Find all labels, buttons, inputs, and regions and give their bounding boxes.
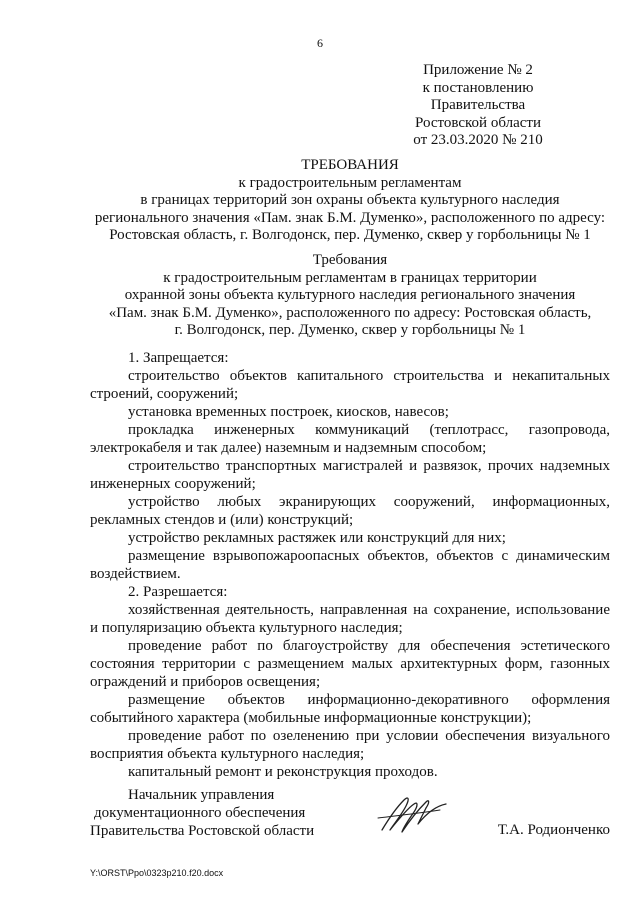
signatory-title-line: документационного обеспечения xyxy=(94,805,306,821)
paragraph: установка временных построек, киосков, навесов; xyxy=(128,404,449,420)
handwritten-signature xyxy=(374,790,452,840)
paragraph: размещение взрывопожароопасных объектов, объектов с динамическим воздействием. xyxy=(90,548,610,582)
sub-heading-line: г. Волгодонск, пер. Думенко, сквер у горбольницы № 1 xyxy=(174,322,526,338)
section-heading-permitted: 2. Разрешается: xyxy=(128,584,228,600)
paragraph: устройство любых экранирующих сооружений, информационных, рекламных стендов и (или) конструкций; xyxy=(90,494,610,528)
signatory-title xyxy=(90,786,314,840)
main-heading-line: к градостроительным регламентам xyxy=(238,174,462,191)
signatory-name: Т.А. Родионченко xyxy=(497,822,610,838)
paragraph: строительство транспортных магистралей и развязок, прочих надземных инженерных сооружений; xyxy=(90,458,610,492)
paragraph: строительство объектов капитального строительства и некапитальных строений, сооружений; xyxy=(90,368,610,402)
signatory-title-line: Начальник управления xyxy=(128,787,275,803)
paragraph: прокладка инженерных коммуникаций (теплотрасс, газопровода, электрокабеля и так далее) наземным и надземным способом; xyxy=(90,422,610,456)
appendix-line: Правительства xyxy=(430,97,526,113)
sub-heading-title: Требования xyxy=(312,252,388,268)
page-number: 6 xyxy=(317,36,323,50)
requirements-body xyxy=(90,349,610,781)
sub-heading-line: «Пам. знак Б.М. Думенко», расположенного по адресу: Ростовская область, xyxy=(108,304,592,321)
paragraph: размещение объектов информационно-декоративного оформления событийного характера (мобильные информационные конструкции); xyxy=(90,692,610,726)
footer-file-path: Y:\ORST\Ppo\0323p210.f20.docx xyxy=(90,868,224,878)
signatory-title-line: Правительства Ростовской области xyxy=(90,823,315,839)
sub-heading-line: охранной зоны объекта культурного наследия регионального значения xyxy=(124,287,576,303)
appendix-line: к постановлению xyxy=(422,79,534,96)
appendix-line: Ростовской области xyxy=(415,114,541,131)
paragraph: устройство рекламных растяжек или конструкций для них; xyxy=(128,530,506,546)
sub-heading xyxy=(70,252,630,340)
appendix-line: от 23.03.2020 № 210 xyxy=(413,132,543,148)
paragraph: капитальный ремонт и реконструкция проходов. xyxy=(128,764,438,780)
sub-heading-line: к градостроительным регламентам в границах территории xyxy=(163,269,537,286)
appendix-line: Приложение № 2 xyxy=(423,62,533,78)
paragraph: проведение работ по благоустройству для обеспечения эстетического состояния территории с размещением малых архитектурных форм, газонных ограждений и приборов освещения; xyxy=(90,638,610,690)
main-heading-title: ТРЕБОВАНИЯ xyxy=(301,157,399,173)
paragraph: хозяйственная деятельность, направленная на сохранение, использование и популяризацию объекта культурного наследия; xyxy=(90,602,610,636)
section-heading-prohibited: 1. Запрещается: xyxy=(128,350,229,366)
appendix-header xyxy=(378,62,578,150)
paragraph: проведение работ по озеленению при условии обеспечения визуального восприятия объекта культурного наследия; xyxy=(90,728,610,762)
main-heading-line: Ростовская область, г. Волгодонск, пер. Думенко, сквер у горбольницы № 1 xyxy=(109,227,591,243)
main-heading-line: регионального значения «Пам. знак Б.М. Думенко», расположенного по адресу: xyxy=(94,209,606,226)
main-heading-line: в границах территорий зон охраны объекта культурного наследия xyxy=(140,192,560,208)
main-heading xyxy=(70,157,630,245)
